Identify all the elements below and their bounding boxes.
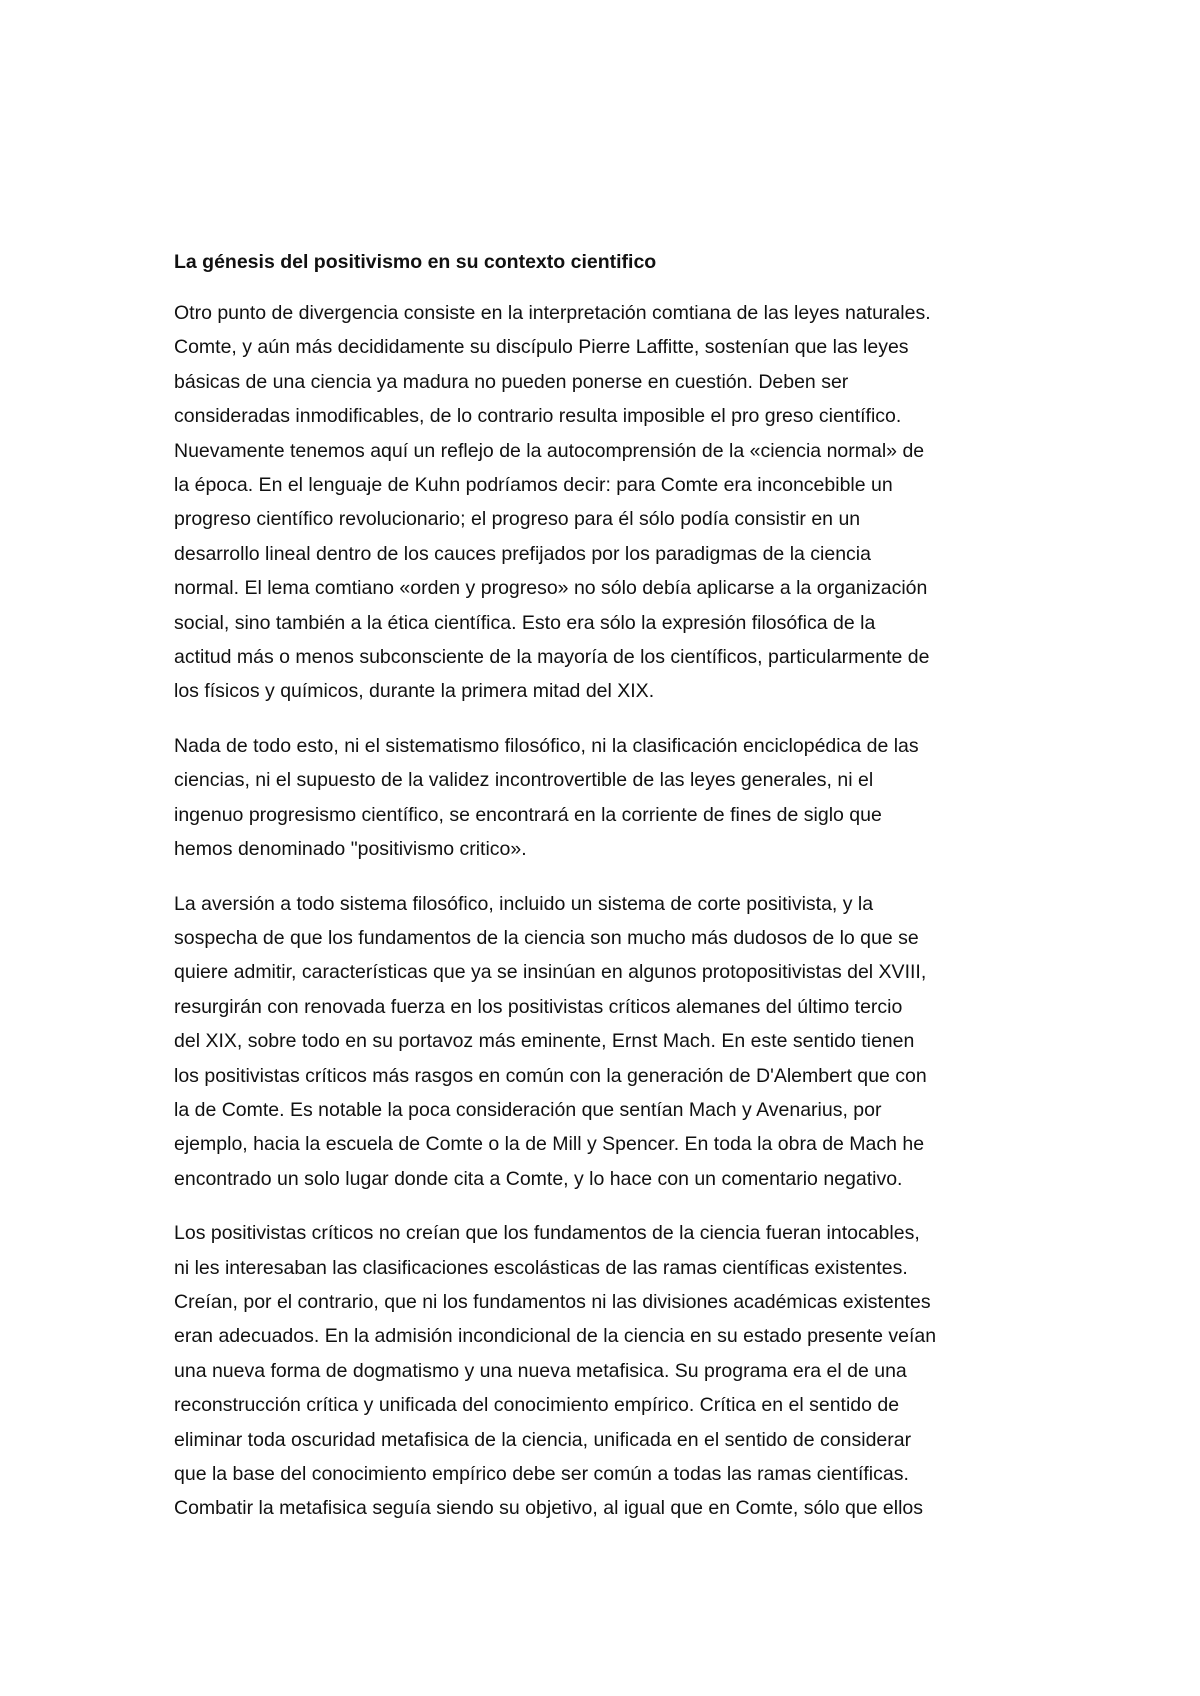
text-line: la de Comte. Es notable la poca consideración que sentían Mach y Avenarius, por [174,1098,882,1121]
text-line: del XIX, sobre todo en su portavoz más eminente, Ernst Mach. En este sentido tienen [174,1030,915,1053]
section-heading: La génesis del positivismo en su contexto cientifico [174,251,657,273]
text-line: normal. El lema comtiano «orden y progreso» no sólo debía aplicarse a la organización [174,577,928,600]
document-body [174,248,1032,1546]
text-line: quiere admitir, características que ya se insinúan en algunos protopositivistas del XVIII, [174,961,927,984]
text-line: Creían, por el contrario, que ni los fundamentos ni las divisiones académicas existentes [174,1290,931,1313]
text-line: resurgirán con renovada fuerza en los positivistas críticos alemanes del último tercio [174,995,903,1018]
text-line: reconstrucción crítica y unificada del conocimiento empírico. Crítica en el sentido de [174,1394,900,1417]
paragraph [174,729,1032,867]
text-line: ingenuo progresismo científico, se encontrará en la corriente de fines de siglo que [174,803,882,826]
text-line: la época. En el lenguaje de Kuhn podríamos decir: para Comte era inconcebible un [174,474,893,497]
text-line: hemos denominado "positivismo critico». [174,838,527,861]
text-line: los físicos y químicos, durante la primera mitad del XIX. [174,680,655,703]
text-line: los positivistas críticos más rasgos en común con la generación de D'Alembert que con [174,1064,927,1087]
text-line: progreso científico revolucionario; el progreso para él sólo podía consistir en un [174,508,861,531]
paragraphs-container [174,296,1032,1526]
text-line: actitud más o menos subconsciente de la mayoría de los científicos, particularmente de [174,646,930,669]
text-line: Combatir la metafisica seguía siendo su objetivo, al igual que en Comte, sólo que ellos [174,1497,924,1520]
text-line: ni les interesaban las clasificaciones escolásticas de las ramas científicas existentes. [174,1256,908,1279]
text-line: consideradas inmodificables, de lo contrario resulta imposible el pro greso científico. [174,405,902,428]
text-line: una nueva forma de dogmatismo y una nueva metafisica. Su programa era el de una [174,1359,907,1382]
text-line: ciencias, ni el supuesto de la validez incontrovertible de las leyes generales, ni el [174,769,874,792]
text-line: que la base del conocimiento empírico debe ser común a todas las ramas científicas. [174,1463,909,1485]
text-line: encontrado un solo lugar donde cita a Comte, y lo hace con un comentario negativo. [174,1167,903,1190]
text-line: Los positivistas críticos no creían que los fundamentos de la ciencia fueran intocables, [174,1222,920,1245]
text-line: Nada de todo esto, ni el sistematismo filosófico, ni la clasificación enciclopédica de las [174,734,919,757]
paragraph [174,887,1032,1197]
text-line: desarrollo lineal dentro de los cauces prefijados por los paradigmas de la ciencia [174,542,871,565]
text-line: sospecha de que los fundamentos de la ciencia son mucho más dudosos de lo que se [174,926,919,949]
text-line: Otro punto de divergencia consiste en la interpretación comtiana de las leyes naturales. [174,302,931,324]
text-line: Comte, y aún más decididamente su discípulo Pierre Laffitte, sostenían que las leyes [174,336,909,359]
paragraph [174,1216,1032,1526]
text-line: La aversión a todo sistema filosófico, incluido un sistema de corte positivista, y la [174,892,874,915]
text-line: eliminar toda oscuridad metafisica de la ciencia, unificada en el sentido de considerar [174,1428,912,1451]
paragraph [174,296,1032,709]
text-line: ejemplo, hacia la escuela de Comte o la de Mill y Spencer. En toda la obra de Mach he [174,1133,925,1156]
text-line: Nuevamente tenemos aquí un reflejo de la autocomprensión de la «ciencia normal» de [174,439,925,462]
text-line: básicas de una ciencia ya madura no pueden ponerse en cuestión. Deben ser [174,370,849,393]
text-line: eran adecuados. En la admisión incondicional de la ciencia en su estado presente veían [174,1325,937,1348]
text-line: social, sino también a la ética científica. Esto era sólo la expresión filosófica de la [174,611,876,634]
